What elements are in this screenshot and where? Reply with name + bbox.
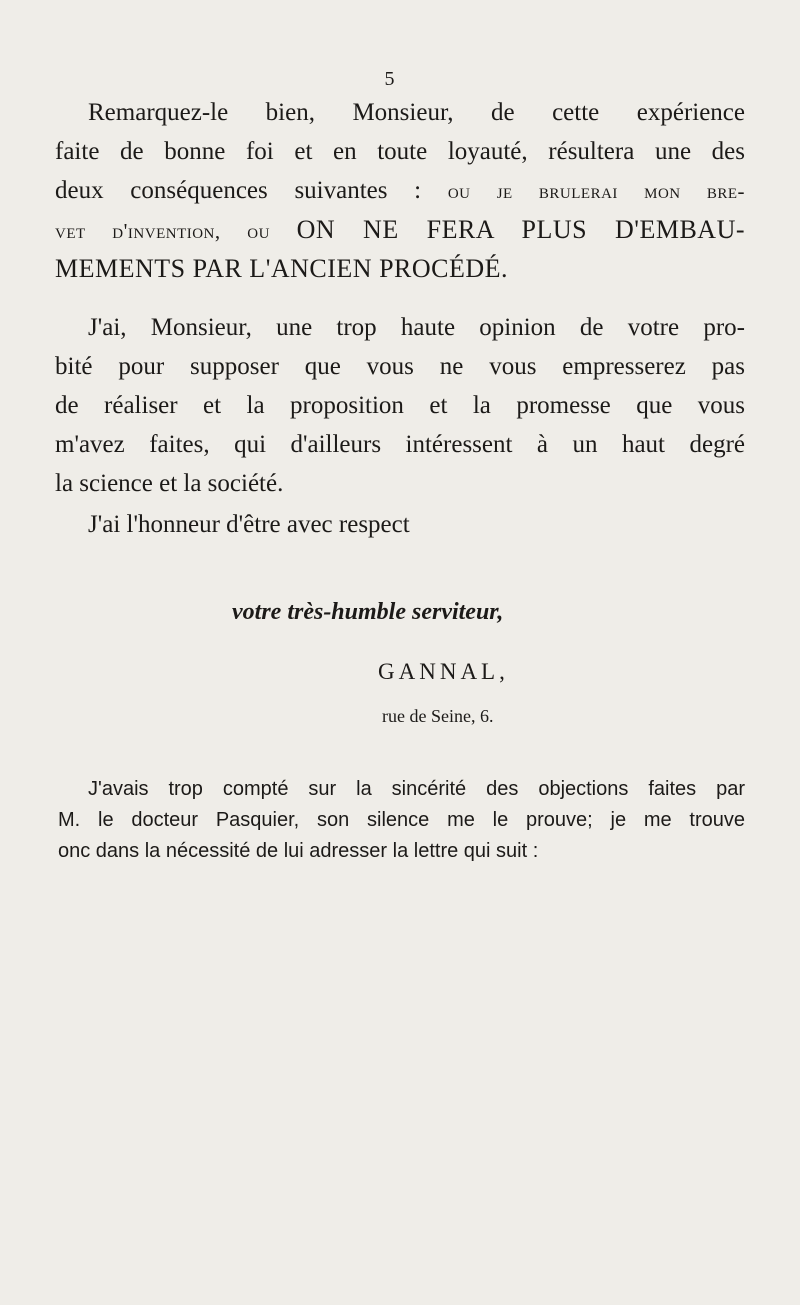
text-line: faite de bonne foi et en toute loyauté, résultera une des — [55, 138, 745, 165]
text-line: m'avez faites, qui d'ailleurs intéressent à un haut degré — [55, 431, 745, 458]
capitals-segment: MEMENTS PAR L'ANCIEN PROCÉDÉ. — [55, 254, 509, 283]
page-number: 5 — [384, 68, 396, 90]
text-line — [55, 215, 745, 246]
text-line: la science et la société. — [55, 470, 284, 497]
signature: GANNAL, — [378, 659, 509, 684]
small-caps-segment: ou je brulerai mon bre- — [447, 179, 745, 203]
text-line: onc dans la nécessité de lui adresser la lettre qui suit : — [58, 840, 539, 862]
address: rue de Seine, 6. — [382, 706, 494, 726]
capitals-segment: ON NE FERA PLUS D'EMBAU- — [296, 215, 746, 244]
text-segment: deux conséquences suivantes : — [55, 177, 448, 204]
text-line: M. le docteur Pasquier, son silence me le prouve; je me trouve — [58, 809, 745, 831]
small-caps-segment: vet d'invention, ou — [55, 219, 297, 243]
signoff: votre très-humble serviteur, — [232, 599, 504, 625]
text-line — [55, 176, 745, 206]
text-line: bité pour supposer que vous ne vous empresserez pas — [55, 353, 745, 380]
text-line: de réaliser et la proposition et la promesse que vous — [55, 392, 745, 419]
text-line: J'avais trop compté sur la sincérité des objections faites par — [88, 778, 745, 800]
text-line: J'ai, Monsieur, une trop haute opinion de votre pro- — [88, 314, 745, 341]
closing-formula: J'ai l'honneur d'être avec respect — [88, 511, 410, 538]
text-line — [55, 254, 745, 285]
text-line: Remarquez-le bien, Monsieur, de cette expérience — [88, 99, 745, 126]
